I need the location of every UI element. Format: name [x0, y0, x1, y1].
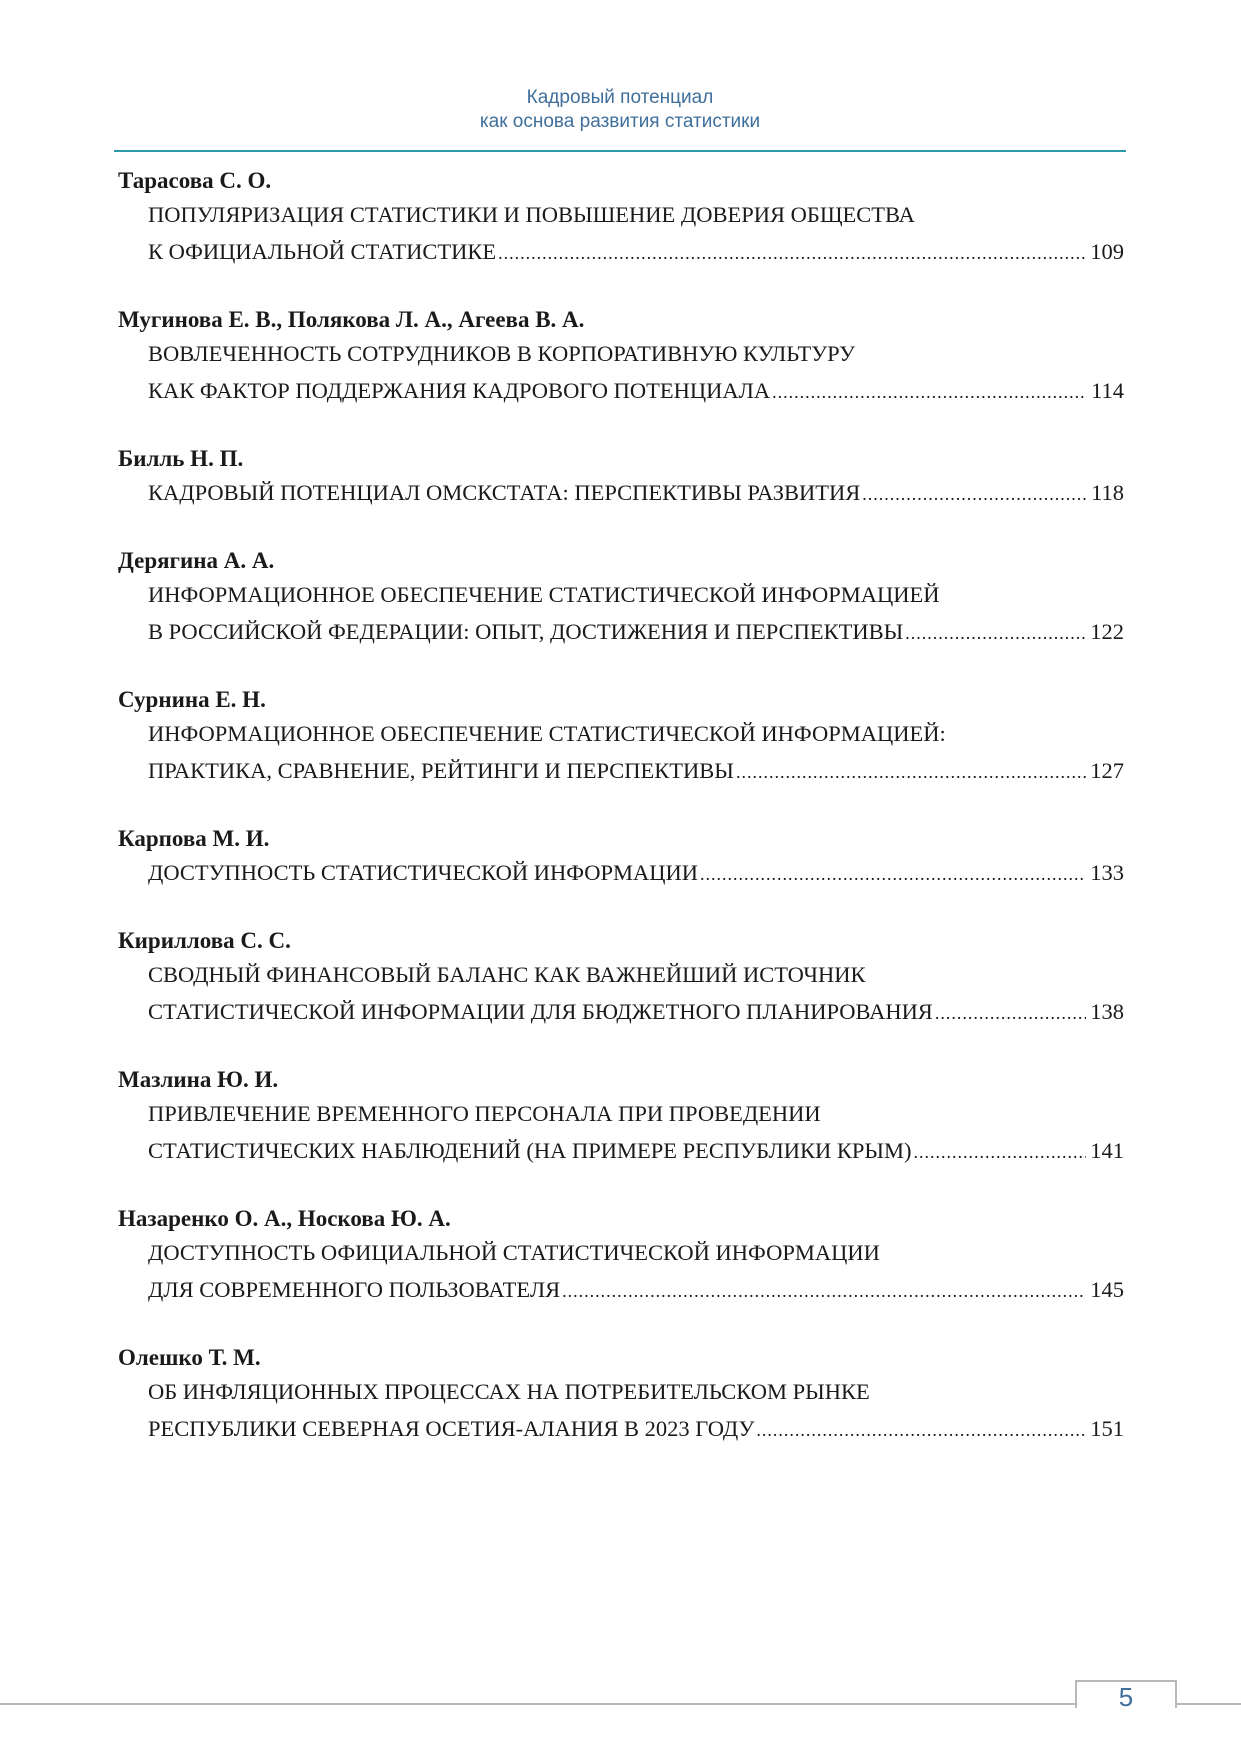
toc-entry-title-line	[118, 372, 1124, 411]
toc-entry-title-line	[118, 993, 1124, 1032]
dot-leader	[935, 995, 1086, 1032]
toc-entry-title-line	[118, 613, 1124, 652]
dot-leader	[562, 1273, 1086, 1310]
toc-entry[interactable]	[118, 546, 1124, 652]
table-of-contents	[118, 166, 1124, 1482]
dot-leader	[498, 235, 1086, 272]
toc-entry-title-text: РЕСПУБЛИКИ СЕВЕРНАЯ ОСЕТИЯ-АЛАНИЯ В 2023 ГОДУ	[148, 1416, 755, 1441]
running-header-line-2: как основа развития статистики	[479, 111, 761, 132]
toc-entry-title-text: СТАТИСТИЧЕСКИХ НАБЛЮДЕНИЙ (НА ПРИМЕРЕ РЕСПУБЛИКИ КРЫМ)	[148, 1138, 912, 1163]
toc-entry-page-number: 122	[1090, 619, 1124, 644]
toc-entry-title-line: ДОСТУПНОСТЬ ОФИЦИАЛЬНОЙ СТАТИСТИЧЕСКОЙ ИНФОРМАЦИИ	[148, 1240, 880, 1265]
toc-entry-page-number: 151	[1090, 1416, 1124, 1441]
toc-entry[interactable]	[118, 166, 1124, 272]
toc-entry-title-text: К ОФИЦИАЛЬНОЙ СТАТИСТИКЕ	[148, 239, 497, 264]
toc-entry[interactable]	[118, 685, 1124, 791]
dot-leader	[736, 754, 1086, 791]
toc-entry-authors: Карпова М. И.	[118, 826, 270, 851]
toc-entry-authors: Олешко Т. М.	[118, 1345, 261, 1370]
dot-leader	[772, 374, 1087, 411]
toc-entry-title-line	[118, 474, 1124, 513]
dot-leader	[905, 615, 1086, 652]
toc-entry-title-line	[118, 1271, 1124, 1310]
footer-divider	[0, 1703, 1241, 1705]
toc-entry-page-number: 118	[1091, 480, 1124, 505]
toc-entry-page-number: 145	[1090, 1277, 1124, 1302]
toc-entry-title-line: ИНФОРМАЦИОННОЕ ОБЕСПЕЧЕНИЕ СТАТИСТИЧЕСКОЙ ИНФОРМАЦИЕЙ	[148, 582, 940, 607]
dot-leader	[700, 856, 1086, 893]
toc-entry-authors: Билль Н. П.	[118, 446, 244, 471]
toc-entry-title-line	[118, 1410, 1124, 1449]
toc-entry-title-line: ОБ ИНФЛЯЦИОННЫХ ПРОЦЕССАХ НА ПОТРЕБИТЕЛЬСКОМ РЫНКЕ	[148, 1379, 870, 1404]
toc-entry[interactable]	[118, 926, 1124, 1032]
dot-leader	[862, 476, 1087, 513]
toc-entry[interactable]	[118, 824, 1124, 893]
toc-entry-title-line	[118, 854, 1124, 893]
toc-entry-authors: Дерягина А. А.	[118, 548, 275, 573]
toc-entry[interactable]	[118, 1065, 1124, 1171]
toc-entry-authors: Назаренко О. А., Носкова Ю. А.	[118, 1206, 451, 1231]
toc-entry-authors: Тарасова С. О.	[118, 168, 272, 193]
toc-entry[interactable]	[118, 305, 1124, 411]
dot-leader	[914, 1134, 1087, 1171]
toc-entry-title-line: ВОВЛЕЧЕННОСТЬ СОТРУДНИКОВ В КОРПОРАТИВНУЮ КУЛЬТУРУ	[148, 341, 856, 366]
toc-entry-authors: Сурнина Е. Н.	[118, 687, 266, 712]
toc-entry[interactable]	[118, 1343, 1124, 1449]
toc-entry-page-number: 127	[1090, 758, 1124, 783]
toc-entry-page-number: 141	[1090, 1138, 1124, 1163]
running-header-line-1: Кадровый потенциал	[526, 87, 714, 108]
toc-entry-authors: Мазлина Ю. И.	[118, 1067, 279, 1092]
toc-entry-page-number: 114	[1091, 378, 1124, 403]
toc-entry-title-line	[118, 752, 1124, 791]
toc-entry-title-line: ИНФОРМАЦИОННОЕ ОБЕСПЕЧЕНИЕ СТАТИСТИЧЕСКОЙ ИНФОРМАЦИЕЙ:	[148, 721, 946, 746]
toc-entry-authors: Кириллова С. С.	[118, 928, 291, 953]
page-number: 5	[1118, 1682, 1134, 1712]
toc-entry-title-text: В РОССИЙСКОЙ ФЕДЕРАЦИИ: ОПЫТ, ДОСТИЖЕНИЯ И ПЕРСПЕКТИВЫ	[148, 619, 904, 644]
toc-entry-title-text: КАК ФАКТОР ПОДДЕРЖАНИЯ КАДРОВОГО ПОТЕНЦИАЛА	[148, 378, 771, 403]
header-divider	[114, 150, 1126, 152]
toc-entry-title-text: ПРАКТИКА, СРАВНЕНИЕ, РЕЙТИНГИ И ПЕРСПЕКТИВЫ	[148, 758, 734, 783]
toc-entry-title-text: ДЛЯ СОВРЕМЕННОГО ПОЛЬЗОВАТЕЛЯ	[148, 1277, 561, 1302]
toc-entry-title-text: СТАТИСТИЧЕСКОЙ ИНФОРМАЦИИ ДЛЯ БЮДЖЕТНОГО ПЛАНИРОВАНИЯ	[148, 999, 933, 1024]
toc-entry[interactable]	[118, 444, 1124, 513]
dot-leader	[756, 1412, 1086, 1449]
toc-entry-title-text: КАДРОВЫЙ ПОТЕНЦИАЛ ОМСКСТАТА: ПЕРСПЕКТИВЫ РАЗВИТИЯ	[148, 480, 861, 505]
running-header	[114, 86, 1126, 134]
toc-entry-title-text: ДОСТУПНОСТЬ СТАТИСТИЧЕСКОЙ ИНФОРМАЦИИ	[148, 860, 699, 885]
toc-entry-title-line	[118, 233, 1124, 272]
toc-entry-page-number: 109	[1090, 239, 1124, 264]
toc-entry-title-line: ПРИВЛЕЧЕНИЕ ВРЕМЕННОГО ПЕРСОНАЛА ПРИ ПРОВЕДЕНИИ	[148, 1101, 821, 1126]
toc-entry-page-number: 138	[1090, 999, 1124, 1024]
toc-entry-title-line: СВОДНЫЙ ФИНАНСОВЫЙ БАЛАНС КАК ВАЖНЕЙШИЙ ИСТОЧНИК	[148, 962, 866, 987]
toc-entry-page-number: 133	[1090, 860, 1124, 885]
toc-entry-title-line	[118, 1132, 1124, 1171]
toc-entry-authors: Мугинова Е. В., Полякова Л. А., Агеева В. А.	[118, 307, 585, 332]
toc-entry[interactable]	[118, 1204, 1124, 1310]
toc-entry-title-line: ПОПУЛЯРИЗАЦИЯ СТАТИСТИКИ И ПОВЫШЕНИЕ ДОВЕРИЯ ОБЩЕСТВА	[148, 202, 915, 227]
